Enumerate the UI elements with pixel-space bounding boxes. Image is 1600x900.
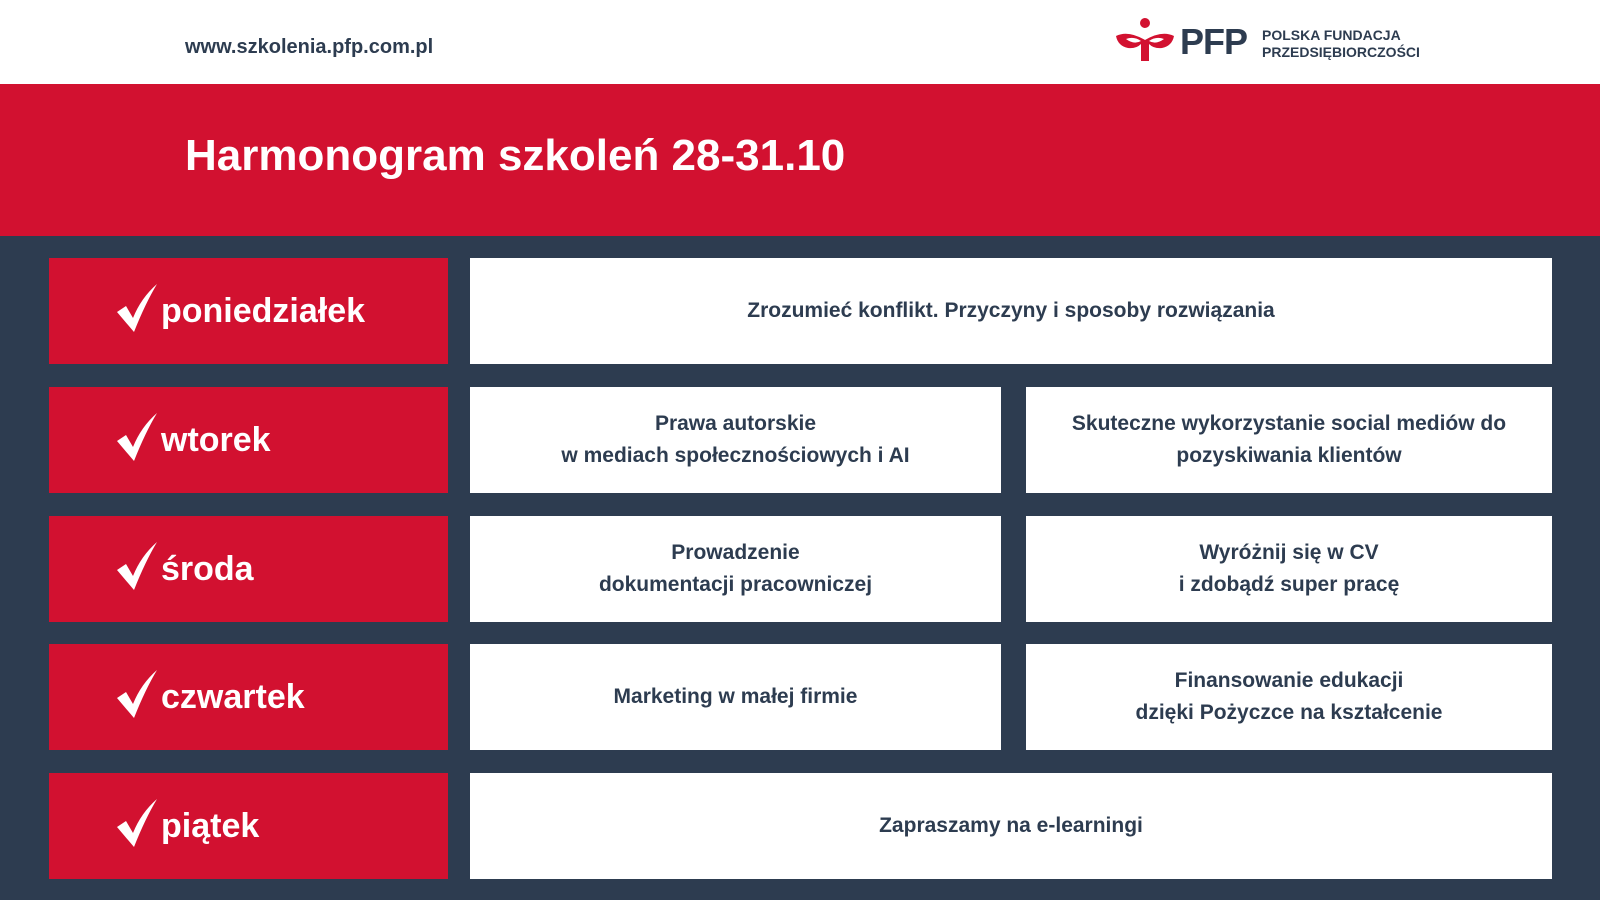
session-title [561, 408, 909, 472]
session-title-line: Prowadzenie [671, 541, 800, 564]
session-title-line: Prawa autorskie [654, 412, 817, 435]
checkmark-icon [115, 284, 159, 334]
session-title-line: Zrozumieć konflikt. Przyczyny i sposoby rozwiązania [747, 299, 1275, 322]
session-title-line: Finansowanie edukacji [1174, 669, 1404, 692]
session-card[interactable] [470, 644, 1001, 750]
session-card[interactable] [470, 516, 1001, 622]
day-poniedzialek [49, 258, 448, 364]
session-card[interactable] [1026, 644, 1552, 750]
session-title [614, 681, 858, 713]
session-title-line: Wyróżnij się w CV [1199, 541, 1379, 564]
checkmark-icon [115, 413, 159, 463]
session-title [599, 537, 872, 601]
session-title-line: Zapraszamy na e-learningi [879, 814, 1143, 837]
day-label: poniedziałek [161, 292, 366, 330]
session-card[interactable] [470, 773, 1552, 879]
session-card[interactable] [1026, 387, 1552, 493]
session-card[interactable] [470, 258, 1552, 364]
session-title-line: i zdobądź super pracę [1178, 573, 1400, 596]
session-card[interactable] [470, 387, 1001, 493]
logo-wordmark: PFP [1180, 21, 1248, 62]
checkmark-icon [115, 670, 159, 720]
day-label: środa [161, 550, 254, 588]
day-label: wtorek [161, 421, 271, 459]
session-title [747, 295, 1274, 327]
day-wtorek [49, 387, 448, 493]
logo-line-1: POLSKA FUNDACJA [1262, 27, 1401, 43]
session-title-line: pozyskiwania klientów [1176, 444, 1402, 467]
logo-subtitle [1262, 27, 1420, 61]
logo-line-2: PRZEDSIĘBIORCZOŚCI [1262, 44, 1420, 60]
checkmark-icon [115, 799, 159, 849]
session-title [879, 810, 1143, 842]
session-title-line: dokumentacji pracowniczej [598, 573, 873, 596]
session-title-line: w mediach społecznościowych i AI [561, 444, 910, 467]
pfp-logo [1112, 16, 1420, 64]
checkmark-icon [115, 542, 159, 592]
page-title: Harmonogram szkoleń 28-31.10 [185, 131, 846, 180]
day-sroda [49, 516, 448, 622]
session-title-line: Marketing w małej firmie [613, 685, 858, 708]
day-czwartek [49, 644, 448, 750]
day-label: czwartek [161, 678, 305, 716]
session-title [1179, 537, 1400, 601]
session-title-line: Skuteczne wykorzystanie social mediów do [1071, 412, 1507, 435]
top-bar [0, 0, 1600, 84]
session-title [1072, 408, 1506, 472]
website-url[interactable]: www.szkolenia.pfp.com.pl [185, 36, 434, 58]
session-title [1136, 665, 1443, 729]
day-label: piątek [161, 807, 260, 845]
session-card[interactable] [1026, 516, 1552, 622]
session-title-line: dzięki Pożyczce na kształcenie [1135, 701, 1443, 724]
day-piatek [49, 773, 448, 879]
person-heart-icon [1112, 16, 1178, 62]
